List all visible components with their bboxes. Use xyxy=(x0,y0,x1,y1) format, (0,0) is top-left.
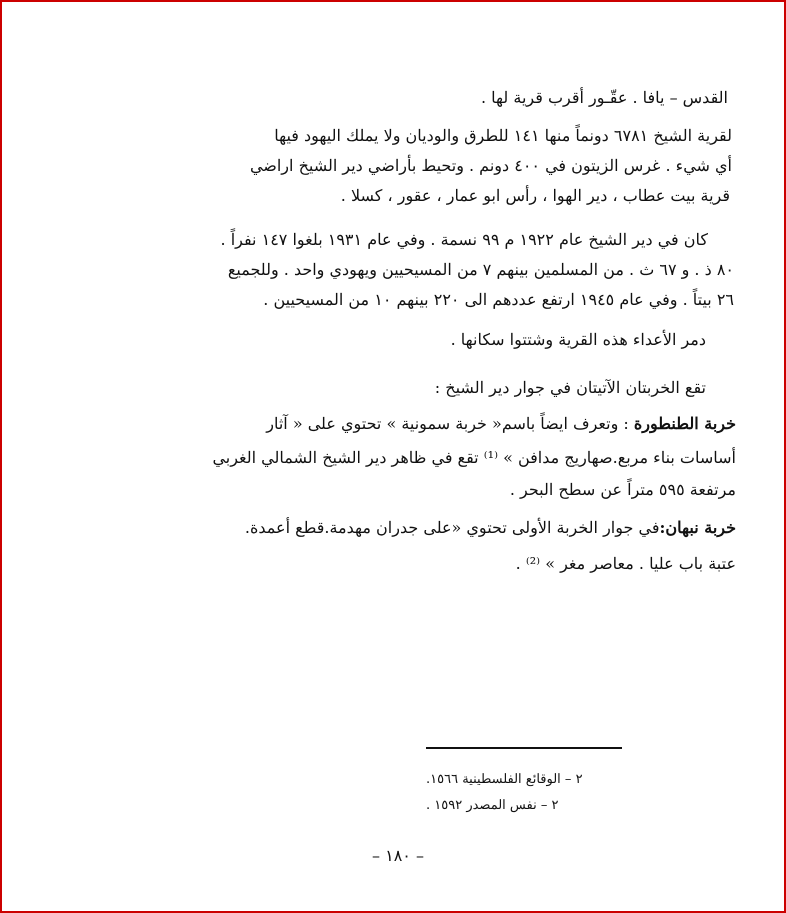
paragraph-land-line-2: أي شيء . غرس الزيتون في ٤٠٠ دونم . وتحيط بأراضي دير الشيخ اراضي xyxy=(249,156,732,175)
paragraph-land-line-3: قرية بيت عطاب ، دير الهوا ، رأس ابو عمار ، عقور ، كسلا . xyxy=(340,186,730,205)
khirba-tantura-line-1 xyxy=(266,414,736,433)
khirba-tantura-desc: : وتعرف ايضاً باسم« خربة سمونية » تحتوي على « آثار xyxy=(266,414,629,433)
paragraph-population-line-3: ٢٦ بيتاً . وفي عام ١٩٤٥ ارتفع عددهم الى ٢٢٠ بينهم ١٠ من المسيحيين . xyxy=(263,290,734,309)
page-number: – ١٨٠ – xyxy=(372,846,424,865)
khirba-nabhan-line-2: عتبة باب عليا . معاصر مغر » ⁽²⁾ . xyxy=(515,554,736,573)
paragraph-population-line-2: ٨٠ ذ . و ٦٧ ث . من المسلمين بينهم ٧ من المسيحيين ويهودي واحد . وللجميع xyxy=(227,260,734,279)
khirba-nabhan-desc: في جوار الخربة الأولى تحتوي «على جدران مهدمة.قطع أعمدة. xyxy=(244,518,660,537)
khirba-tantura-line-2: أساسات بناء مربع.صهاريج مدافن » ⁽¹⁾ تقع في ظاهر دير الشيخ الشمالي الغربي xyxy=(212,448,736,467)
location-line: القدس – يافا . عقّـور أقرب قرية لها . xyxy=(481,88,728,107)
footnote-1: ٢ – الوقائع الفلسطينية ١٥٦٦. xyxy=(426,772,583,787)
khirba-tantura-name: خربة الطنطورة xyxy=(633,414,736,433)
khirba-nabhan-name: خربة نبهان: xyxy=(659,518,736,537)
destruction-line: دمر الأعداء هذه القرية وشتتوا سكانها . xyxy=(450,330,706,349)
khirbas-intro-line: تقع الخربتان الآتيتان في جوار دير الشيخ : xyxy=(434,378,706,397)
document-page xyxy=(60,0,736,913)
khirba-nabhan-line-1 xyxy=(245,518,736,537)
khirba-tantura-line-3: مرتفعة ٥٩٥ متراً عن سطح البحر . xyxy=(509,480,736,499)
footnote-separator xyxy=(426,747,622,749)
paragraph-population-line-1: كان في دير الشيخ عام ١٩٢٢ م ٩٩ نسمة . وفي عام ١٩٣١ بلغوا ١٤٧ نفراً . xyxy=(220,230,708,249)
paragraph-land-line-1: لقرية الشيخ ٦٧٨١ دونماً منها ١٤١ للطرق والوديان ولا يملك اليهود فيها xyxy=(274,126,732,145)
footnote-2: ٢ – نفس المصدر ١٥٩٢ . xyxy=(426,798,559,813)
